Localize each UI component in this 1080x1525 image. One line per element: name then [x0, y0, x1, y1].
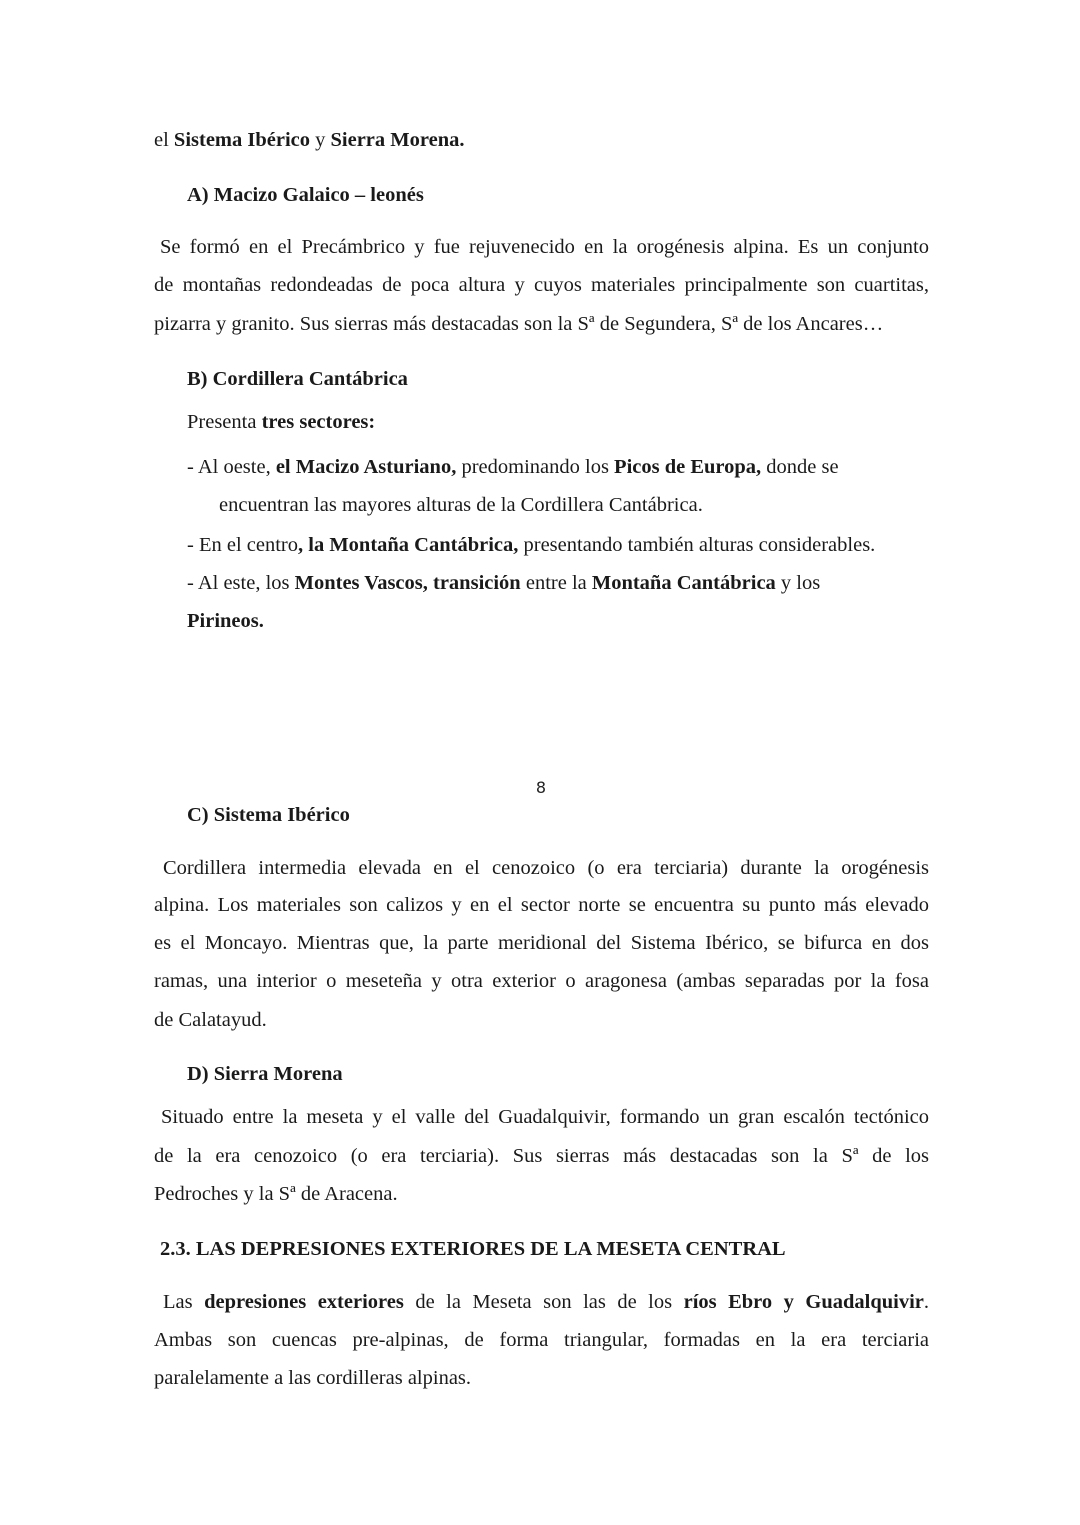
- paragraph-line: Pedroches y la Sª de Aracena.: [154, 1183, 398, 1205]
- paragraph-line: Cordillera intermedia elevada en el cenozoico (o era terciaria) durante la orogénesis: [163, 857, 929, 879]
- paragraph-line: de montañas redondeadas de poca altura y cuyos materiales principalmente son cuartitas,: [154, 274, 929, 296]
- list-item-center: - En el centro, la Montaña Cantábrica, presentando también alturas considerables.: [187, 534, 876, 556]
- paragraph-line: paralelamente a las cordilleras alpinas.: [154, 1367, 472, 1389]
- list-item-west: - Al oeste, el Macizo Asturiano, predominando los Picos de Europa, donde se: [187, 456, 839, 478]
- paragraph-line: pizarra y granito. Sus sierras más destacadas son la Sª de Segundera, Sª de los Ancares…: [154, 313, 884, 335]
- heading-cordillera-cantabrica: B) Cordillera Cantábrica: [187, 368, 408, 390]
- paragraph-line: alpina. Los materiales son calizos y en el sector norte se encuentra su punto más elevado: [154, 894, 929, 916]
- paragraph-line: ramas, una interior o meseteña y otra exterior o aragonesa (ambas separadas por la fosa: [154, 970, 929, 992]
- paragraph-line: de Calatayud.: [154, 1009, 267, 1031]
- list-item-east-continuation: Pirineos.: [187, 610, 264, 632]
- paragraph-line: Las depresiones exteriores de la Meseta son las de los ríos Ebro y Guadalquivir.: [163, 1291, 929, 1313]
- paragraph-line: Se formó en el Precámbrico y fue rejuvenecido en la orogénesis alpina. Es un conjunto: [160, 236, 929, 258]
- heading-macizo-galaico-leones: A) Macizo Galaico – leonés: [187, 184, 424, 206]
- paragraph-line: de la era cenozoico (o era terciaria). Sus sierras más destacadas son la Sª de los: [154, 1145, 929, 1167]
- heading-sistema-iberico: C) Sistema Ibérico: [187, 804, 350, 826]
- page-number: 8: [535, 778, 547, 797]
- paragraph-line: Ambas son cuencas pre-alpinas, de forma triangular, formadas en la era terciaria: [154, 1329, 929, 1351]
- list-item-west-continuation: encuentran las mayores alturas de la Cordillera Cantábrica.: [219, 494, 703, 516]
- list-item-east: - Al este, los Montes Vascos, transición entre la Montaña Cantábrica y los: [187, 572, 821, 594]
- sectors-intro: Presenta tres sectores:: [187, 411, 376, 433]
- heading-depresiones-exteriores: 2.3. LAS DEPRESIONES EXTERIORES DE LA MESETA CENTRAL: [160, 1238, 786, 1260]
- heading-sierra-morena: D) Sierra Morena: [187, 1063, 343, 1085]
- paragraph-line: es el Moncayo. Mientras que, la parte meridional del Sistema Ibérico, se bifurca en dos: [154, 932, 929, 954]
- intro-line: el Sistema Ibérico y Sierra Morena.: [154, 129, 465, 151]
- paragraph-line: Situado entre la meseta y el valle del Guadalquivir, formando un gran escalón tectónico: [161, 1106, 929, 1128]
